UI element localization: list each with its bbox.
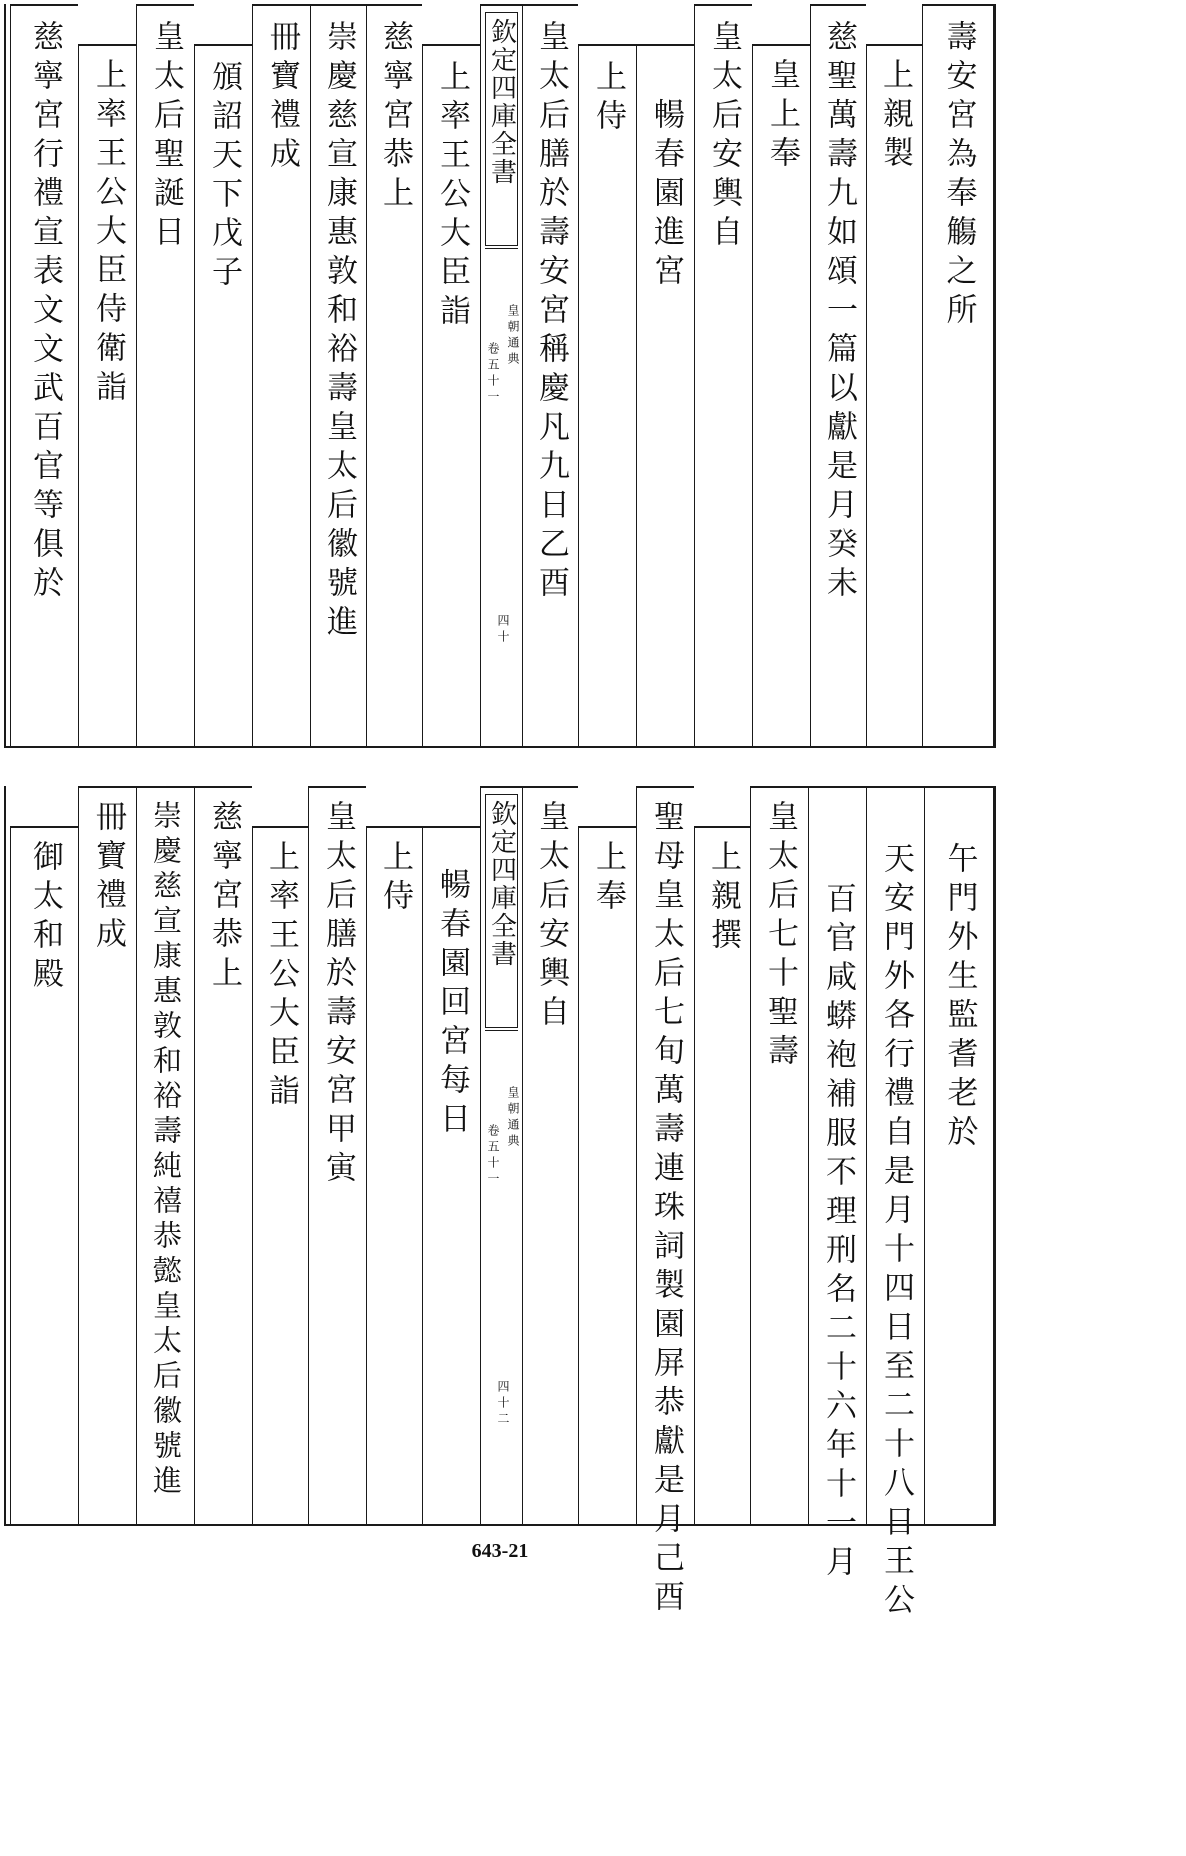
- column-text: 皇太后聖誕日: [148, 20, 184, 254]
- column-text: 皇上奉: [764, 58, 800, 175]
- column-text: 冊寶禮成: [90, 800, 126, 956]
- column: [194, 44, 252, 746]
- column: [752, 44, 810, 746]
- frame-top: [636, 786, 694, 788]
- column-text: 皇太后膳於壽安宮甲寅: [320, 800, 356, 1190]
- column: [78, 44, 136, 746]
- column: [10, 4, 78, 746]
- column-text: 頒詔天下戊子: [206, 60, 242, 294]
- column: [578, 826, 636, 1524]
- frame-step: [10, 826, 78, 828]
- volume-label: 卷五十一: [486, 1124, 500, 1188]
- column: [194, 786, 252, 1524]
- column-text: 上親撰: [705, 840, 741, 957]
- column: [694, 826, 750, 1524]
- fish-tail-mark: [485, 1030, 518, 1053]
- column-text: 上率王公大臣詣: [434, 60, 470, 333]
- frame-top: [480, 786, 578, 788]
- frame-step: [252, 826, 308, 828]
- column-text: 上侍: [377, 840, 413, 918]
- column: [366, 826, 422, 1524]
- column: [810, 4, 866, 746]
- column: [136, 786, 194, 1524]
- column-text: 崇慶慈宣康惠敦和裕壽純禧恭懿皇太后徽號進: [149, 800, 183, 1500]
- column-text: 慈寧宮行禮宣表文文武百官等俱於: [27, 20, 63, 605]
- column-text: 皇太后七十聖壽: [762, 800, 798, 1073]
- column-text: 皇太后安輿自: [706, 20, 742, 254]
- page-number: 643-21: [471, 1540, 529, 1562]
- column: [522, 4, 578, 746]
- frame-top: [252, 4, 422, 6]
- column: [252, 826, 308, 1524]
- frame-step: [78, 44, 136, 46]
- frame-step: [866, 44, 922, 46]
- frame-step: [194, 44, 252, 46]
- frame-top: [922, 4, 994, 6]
- frame-top: [694, 4, 752, 6]
- top-half-page: [4, 4, 996, 748]
- column-text: 上率王公大臣侍衛詣: [90, 58, 126, 409]
- column-text: 御太和殿: [27, 840, 63, 996]
- book-title: 皇朝通典: [506, 304, 520, 368]
- frame-top: [78, 786, 252, 788]
- frame-step: [366, 826, 480, 828]
- column: [366, 4, 422, 746]
- frame-step: [578, 44, 694, 46]
- column-text: 冊寶禮成: [264, 20, 300, 176]
- column: [422, 826, 480, 1524]
- column: [422, 44, 480, 746]
- column: [636, 786, 694, 1619]
- center-gutter: [480, 786, 522, 1524]
- column-text: 慈寧宮恭上: [377, 20, 413, 215]
- column-text: 慈聖萬壽九如頌一篇以獻是月癸未: [821, 20, 857, 605]
- collection-title: 欽定四庫全書: [486, 18, 517, 186]
- column-text: 皇太后膳於壽安宮稱慶凡九日乙酉: [533, 20, 569, 605]
- frame-top: [10, 4, 78, 6]
- column: [636, 44, 694, 746]
- column-text: 聖母皇太后七旬萬壽連珠詞製園屏恭獻是月己酉: [648, 800, 684, 1619]
- column: [522, 786, 578, 1524]
- column-text: 上率王公大臣詣: [263, 840, 299, 1113]
- volume-label: 卷五十一: [486, 342, 500, 406]
- column: [866, 786, 924, 1622]
- fish-tail-mark: [485, 248, 518, 271]
- frame-step: [694, 826, 750, 828]
- column-text: 暢春園回宮每日: [434, 868, 470, 1141]
- column: [750, 786, 808, 1524]
- center-gutter: [480, 4, 522, 746]
- column: [136, 4, 194, 746]
- column: [310, 4, 366, 746]
- frame-top: [810, 4, 866, 6]
- frame-top: [308, 786, 366, 788]
- column: [808, 786, 866, 1584]
- column: [308, 786, 366, 1524]
- column: [924, 786, 994, 1524]
- column-text: 天安門外各行禮自是月十四日至二十八日王公: [878, 842, 914, 1622]
- column-text: 暢春園進宮: [648, 98, 684, 293]
- column: [578, 44, 636, 746]
- frame-top: [136, 4, 194, 6]
- column-text: 百官咸蟒袍補服不理刑名二十六年十一月: [820, 882, 856, 1584]
- column: [866, 44, 922, 746]
- column-text: 壽安宮為奉觴之所: [940, 20, 977, 332]
- folio-number: 四十: [496, 614, 510, 646]
- frame-top: [480, 4, 578, 6]
- frame-step: [578, 826, 636, 828]
- column: [922, 4, 994, 746]
- column-text: 上侍: [590, 60, 626, 138]
- folio-number: 四十二: [496, 1380, 510, 1428]
- column: [252, 4, 310, 746]
- column-text: 皇太后安輿自: [533, 800, 569, 1034]
- book-title: 皇朝通典: [506, 1086, 520, 1150]
- column: [78, 786, 136, 1524]
- column: [10, 826, 78, 1524]
- column-text: 午門外生監耆老於: [941, 842, 978, 1154]
- column-text: 上親製: [877, 58, 913, 175]
- collection-title: 欽定四庫全書: [486, 800, 517, 968]
- column-text: 崇慶慈宣康惠敦和裕壽皇太后徽號進: [321, 20, 357, 644]
- column-text: 上奉: [590, 840, 626, 918]
- frame-top: [750, 786, 994, 788]
- frame-step: [422, 44, 480, 46]
- column: [694, 4, 752, 746]
- column-text: 慈寧宮恭上: [206, 800, 242, 995]
- frame-step: [752, 44, 810, 46]
